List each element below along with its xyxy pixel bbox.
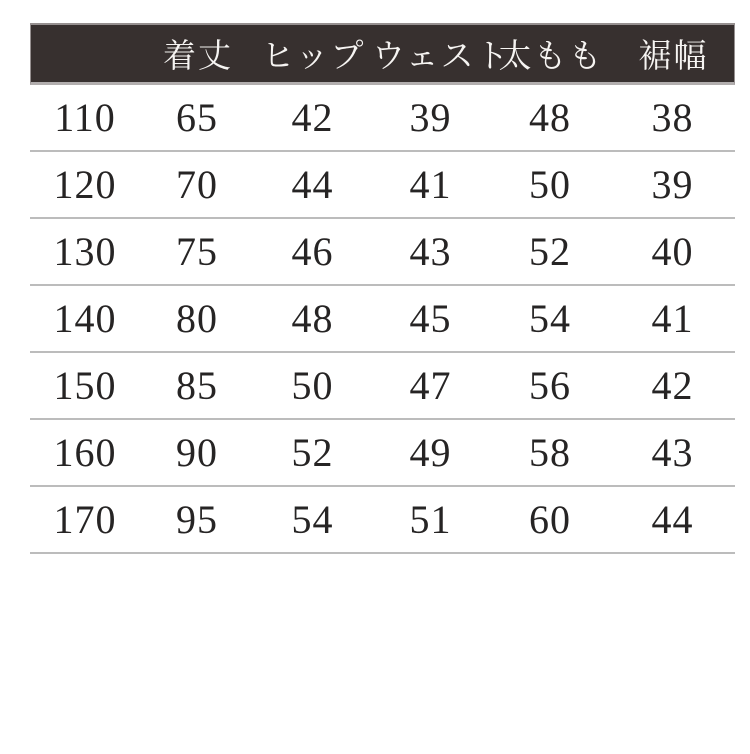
- table-row: [30, 152, 735, 219]
- size-cell: 110: [54, 95, 116, 140]
- value-cell: 85: [176, 363, 218, 408]
- size-cell: 130: [53, 229, 117, 274]
- value-cell: 48: [529, 95, 571, 140]
- value-cell: 43: [409, 229, 452, 274]
- value-cell: 70: [176, 162, 218, 207]
- value-cell: 41: [651, 296, 694, 341]
- value-cell: 51: [409, 497, 452, 542]
- value-cell: 54: [291, 497, 334, 542]
- value-cell: 45: [409, 296, 452, 341]
- value-cell: 50: [529, 162, 571, 207]
- value-cell: 80: [176, 296, 218, 341]
- size-cell: 150: [53, 363, 117, 408]
- header-cell-waist: ウェスト: [372, 39, 511, 75]
- value-cell: 38: [651, 95, 694, 140]
- header-cell-length: 着丈: [163, 39, 233, 75]
- table-row: [30, 353, 735, 420]
- value-cell: 50: [291, 363, 334, 408]
- value-cell: 49: [409, 430, 452, 475]
- value-cell: 42: [651, 363, 694, 408]
- value-cell: 52: [529, 229, 571, 274]
- value-cell: 56: [529, 363, 571, 408]
- value-cell: 47: [409, 363, 452, 408]
- table-row: [30, 85, 735, 152]
- value-cell: 60: [529, 497, 571, 542]
- header-cell-hip: ヒップ: [261, 39, 366, 75]
- size-chart-table: [30, 23, 735, 554]
- size-cell: 120: [53, 162, 117, 207]
- value-cell: 44: [291, 162, 334, 207]
- value-cell: 39: [651, 162, 694, 207]
- header-cell-thigh: 太もも: [498, 39, 604, 75]
- value-cell: 42: [291, 95, 334, 140]
- value-cell: 58: [529, 430, 571, 475]
- table-row: [30, 420, 735, 487]
- value-cell: 44: [651, 497, 694, 542]
- value-cell: 41: [409, 162, 452, 207]
- value-cell: 52: [291, 430, 334, 475]
- value-cell: 90: [176, 430, 218, 475]
- size-cell: 140: [53, 296, 117, 341]
- value-cell: 40: [651, 229, 694, 274]
- size-cell: 160: [53, 430, 117, 475]
- table-row: [30, 487, 735, 554]
- value-cell: 65: [176, 95, 218, 140]
- value-cell: 39: [409, 95, 452, 140]
- table-header-row: [30, 23, 735, 85]
- value-cell: 46: [291, 229, 334, 274]
- value-cell: 43: [651, 430, 694, 475]
- value-cell: 48: [291, 296, 334, 341]
- table-row: [30, 286, 735, 353]
- value-cell: 54: [529, 296, 571, 341]
- size-cell: 170: [53, 497, 117, 542]
- value-cell: 75: [176, 229, 218, 274]
- header-cell-hem: 裾幅: [638, 39, 709, 75]
- value-cell: 95: [176, 497, 218, 542]
- table-row: [30, 219, 735, 286]
- table-body: [30, 85, 735, 554]
